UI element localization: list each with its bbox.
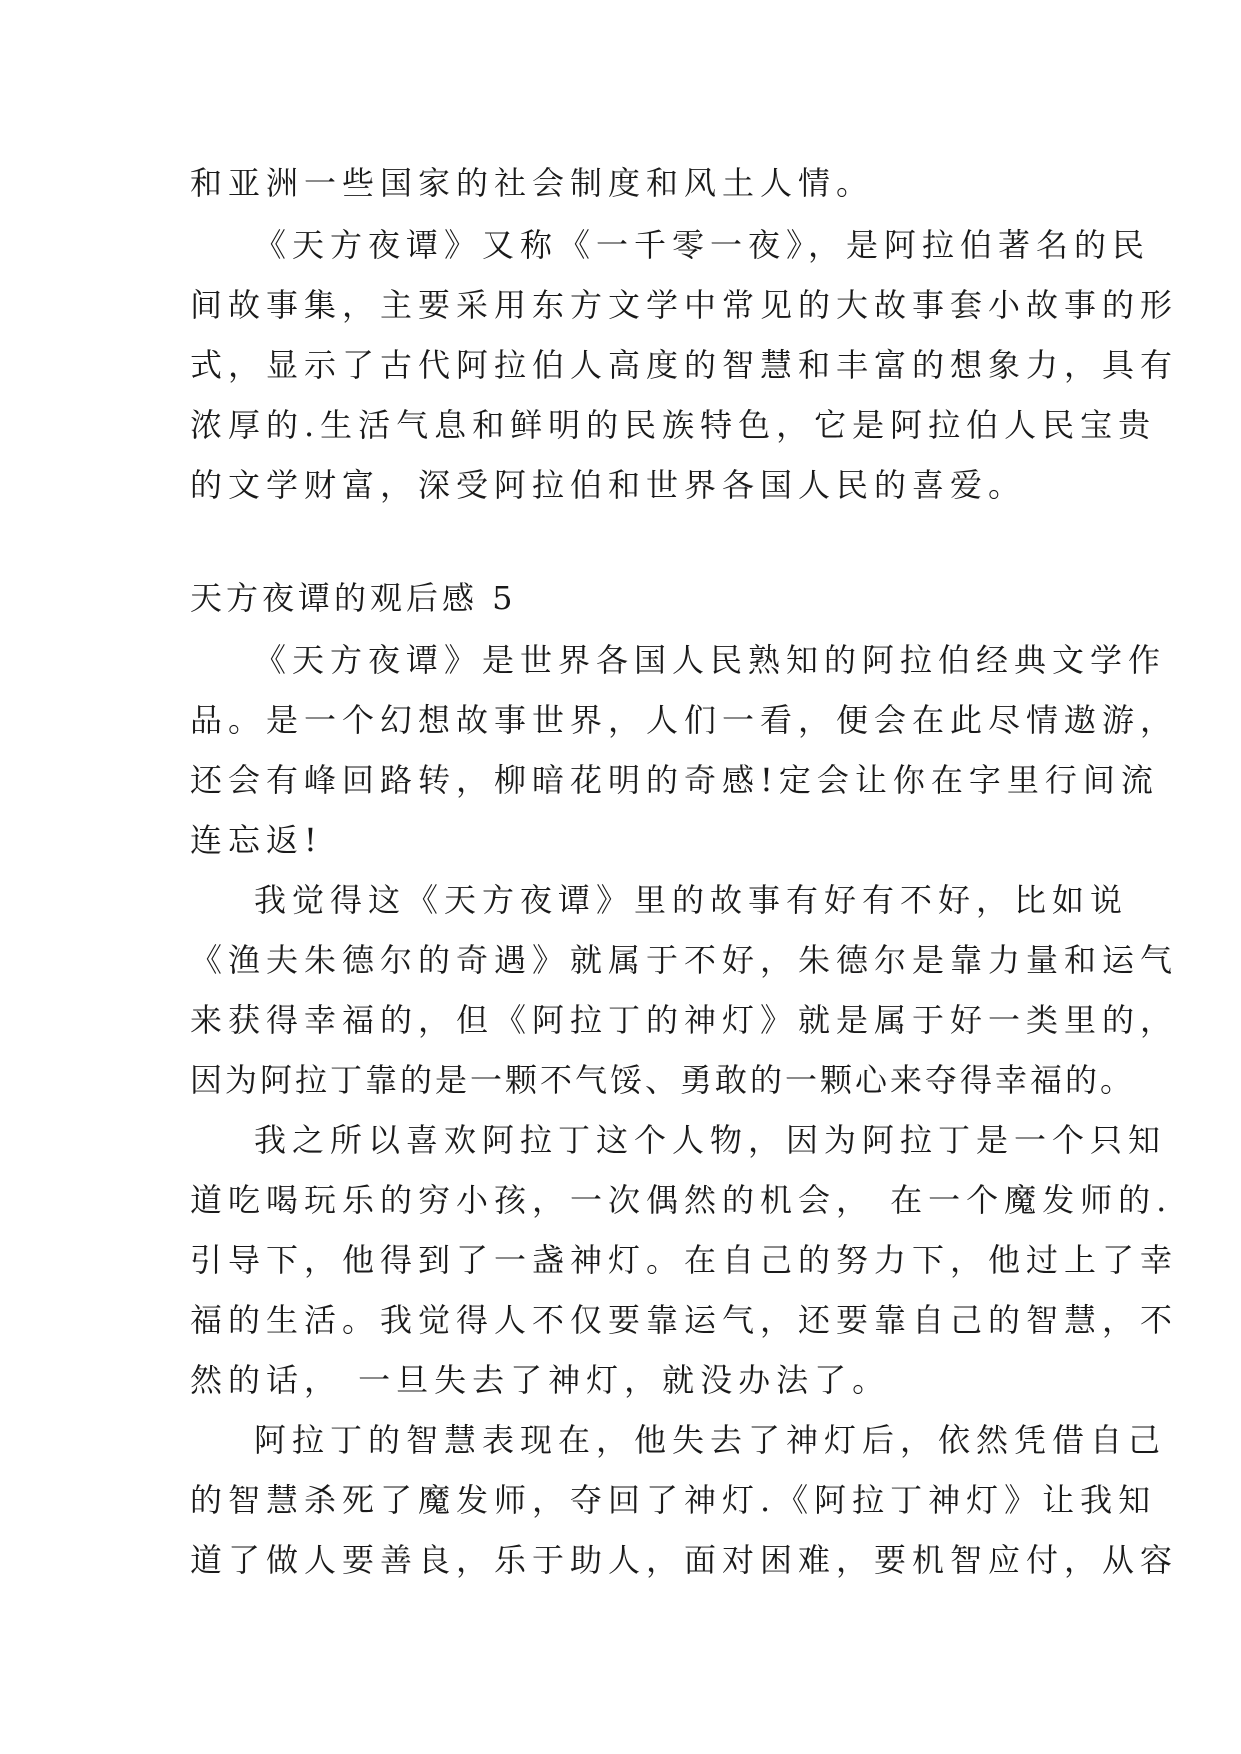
paragraph-line: 道了做人要善良，乐于助人，面对困难，要机智应付，从容 [190,1541,1179,1579]
paragraph-line: 还会有峰回路转，柳暗花明的奇感!定会让你在字里行间流 [190,761,1159,799]
paragraph-line: 和亚洲一些国家的社会制度和风土人情。 [190,164,875,202]
paragraph-line: 来获得幸福的，但《阿拉丁的神灯》就是属于好一类里的， [190,1001,1179,1039]
paragraph-line: 的文学财富，深受阿拉伯和世界各国人民的喜爱。 [190,466,1027,504]
paragraph-line: 间故事集，主要采用东方文学中常见的大故事套小故事的形 [190,286,1179,324]
paragraph-line: 因为阿拉丁靠的是一颗不气馁、勇敢的一颗心来夺得幸福的。 [190,1061,1136,1099]
paragraph-line: 我之所以喜欢阿拉丁这个人物，因为阿拉丁是一个只知 [254,1121,1167,1159]
paragraph-line: 引导下，他得到了一盏神灯。在自己的努力下，他过上了幸 [190,1241,1179,1279]
paragraph-line: 式，显示了古代阿拉伯人高度的智慧和丰富的想象力，具有 [190,346,1179,384]
paragraph-line: 阿拉丁的智慧表现在，他失去了神灯后，依然凭借自己 [254,1421,1167,1459]
paragraph-line: 道吃喝玩乐的穷小孩，一次偶然的机会， 在一个魔发师的. [190,1181,1173,1219]
paragraph-line: 连忘返! [190,821,323,859]
paragraph-line: 福的生活。我觉得人不仅要靠运气，还要靠自己的智慧，不 [190,1301,1179,1339]
paragraph-line: 然的话， 一旦失去了神灯，就没办法了。 [190,1361,891,1399]
section-heading: 天方夜谭的观后感 5 [190,579,517,617]
paragraph-line: 《天方夜谭》又称《一千零一夜》，是阿拉伯著名的民 [254,226,1151,264]
paragraph-line: 浓厚的.生活气息和鲜明的民族特色，它是阿拉伯人民宝贵 [190,406,1157,444]
paragraph-line: 的智慧杀死了魔发师，夺回了神灯.《阿拉丁神灯》让我知 [190,1481,1157,1519]
paragraph-line: 《渔夫朱德尔的奇遇》就属于不好，朱德尔是靠力量和运气 [190,941,1179,979]
paragraph-line: 品。是一个幻想故事世界，人们一看，便会在此尽情遨游， [190,701,1179,739]
paragraph-line: 《天方夜谭》是世界各国人民熟知的阿拉伯经典文学作 [254,641,1167,679]
paragraph-line: 我觉得这《天方夜谭》里的故事有好有不好，比如说 [254,881,1129,919]
